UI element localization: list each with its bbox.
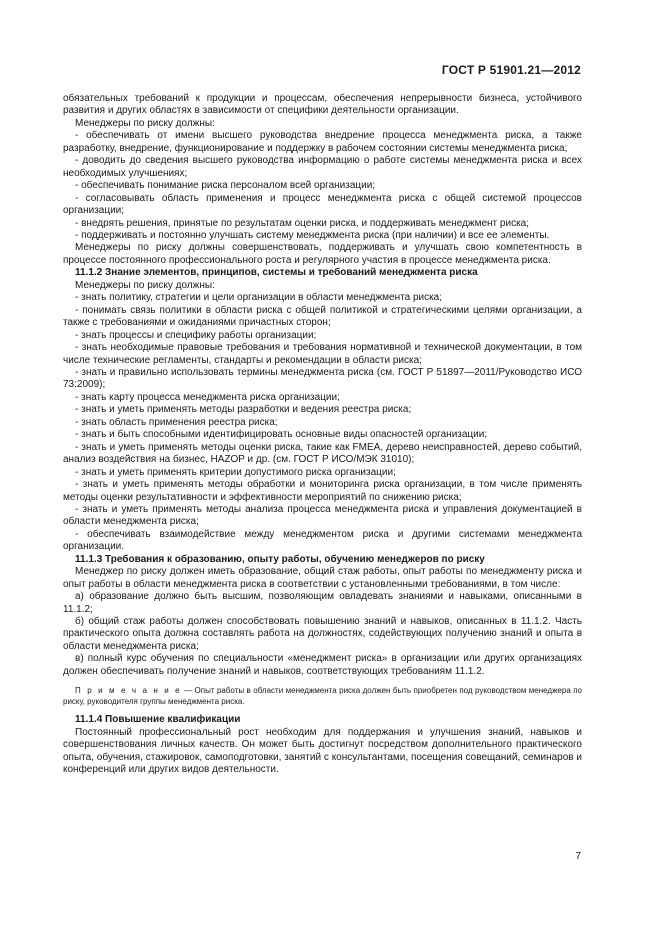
list-item: - знать карту процесса менеджмента риска организации; <box>75 391 340 403</box>
note-label: П р и м е ч а н и е <box>75 686 182 696</box>
list-item: а) образование должно быть высшим, позволяющим овладевать знаниями и навыками, описанными в 11.1.2; <box>63 591 582 615</box>
list-item: - поддерживать и постоянно улучшать систему менеджмента риска (при наличии) и все ее элементы. <box>75 229 550 241</box>
list-item: - понимать связь политики в области риска с общей политикой и стратегическими целями организации, а также с требованиями и ожиданиями причастных сторон; <box>63 304 582 329</box>
paragraph: Менеджеры по риску должны: <box>75 117 215 129</box>
list-item: - знать и уметь применять методы разработки и ведения реестра риска; <box>75 404 412 416</box>
section-heading-11-1-3: 11.1.3 Требования к образованию, опыту работы, обучению менеджеров по риску <box>75 553 485 565</box>
document-body <box>63 93 582 777</box>
paragraph: Постоянный профессиональный рост необходим для поддержания и улучшения знаний, навыков и совершенствования личных качеств. Он может быть достигнут посредством дополнительного практического опыта, обучения, стажировок, самоподготовки, занятий с консультантами, посещения совещаний, семинаров и конференций или других видов деятельности. <box>63 726 582 776</box>
list-item: - знать процессы и специфику работы организации; <box>75 329 317 341</box>
list-item: - знать и уметь применять методы обработки и мониторинга риска организации, в том числе применять методы оценки результативности и эффективности мероприятий по снижению риска; <box>63 479 582 503</box>
list-item: - знать политику, стратегии и цели организации в области менеджмента риска; <box>75 292 443 304</box>
section-heading-11-1-2: 11.1.2 Знание элементов, принципов, системы и требований менеджмента риска <box>75 267 478 279</box>
standard-code-header: ГОСТ Р 51901.21—2012 <box>441 63 581 77</box>
paragraph: Менеджеры по риску должны: <box>75 279 215 291</box>
paragraph: Менеджеры по риску должны совершенствовать, поддерживать и улучшать свою компетентность в процессе постоянного профессионального роста и регулярного участия в процессе менеджмента риска. <box>63 242 582 266</box>
paragraph: Менеджер по риску должен иметь образование, общий стаж работы, опыт работы по менеджменту риска и опыт работы в области менеджмента риска в соответствии с установленными требованиями, в том числе: <box>63 566 582 590</box>
list-item: - знать и уметь применять методы оценки риска, такие как FMEA, дерево неисправностей, дерево событий, анализ воздействия на бизнес, HAZOP и др. (см. ГОСТ Р ИСО/МЭК 31010); <box>63 441 582 466</box>
list-item: - знать необходимые правовые требования и требования нормативной и технической документации, в том числе технические регламенты, стандарты и рекомендации в области риска; <box>63 342 582 366</box>
list-item: - обеспечивать взаимодействие между менеджментом риска и другими системами менеджмента организации. <box>63 528 582 553</box>
list-item: - обеспечивать понимание риска персоналом всей организации; <box>75 180 376 192</box>
list-item: в) полный курс обучения по специальности «менеджмент риска» в организации или других организациях должен обеспечивать получение знаний и навыков, соответствующих требованиям 11.1.2. <box>63 653 582 677</box>
section-heading-11-1-4: 11.1.4 Повышение квалификации <box>75 714 241 726</box>
note <box>63 685 582 707</box>
paragraph: обязательных требований к продукции и процессам, обеспечения непрерывности бизнеса, устойчивого развития и других областях в зависимости от специфики деятельности организации. <box>63 93 582 117</box>
list-item: - знать и правильно использовать термины менеджмента риска (см. ГОСТ Р 51897—2011/Руководство ИСО 73:2009); <box>63 366 582 391</box>
list-item: - знать область применения реестра риска; <box>75 416 278 428</box>
page-number: 7 <box>575 851 581 862</box>
list-item: - знать и уметь применять методы анализа процесса менеджмента риска и управления документацией в области менеджмента риска; <box>63 503 582 528</box>
list-item: - знать и уметь применять критерии допустимого риска организации; <box>75 466 396 478</box>
list-item: - внедрять решения, принятые по результатам оценки риска, и поддерживать менеджмент риска; <box>75 217 529 229</box>
list-item: б) общий стаж работы должен способствовать повышению знаний и навыков, описанных в 11.1.2. Часть практического опыта должна составлять работа на должностях, содействующих получению знаний и опыта в области менеджмента риска; <box>63 616 582 652</box>
note-text: — Опыт работы в области менеджмента риска должен быть приобретен под руководством менеджера по риску, руководителя группы менеджмента риска. <box>63 686 583 707</box>
list-item: - знать и быть способными идентифицировать основные виды опасностей организации; <box>75 429 488 441</box>
list-item: - обеспечивать от имени высшего руководства внедрение процесса менеджмента риска, а также разработку, внедрение, функционирование и поддержку в рабочем состоянии системы менеджмента риска; <box>63 130 582 154</box>
list-item: - согласовывать область применения и процесс менеджмента риска с общей системой процессов организации; <box>63 192 582 217</box>
list-item: - доводить до сведения высшего руководства информацию о работе системы менеджмента риска и всех необходимых улучшениях; <box>63 155 582 179</box>
